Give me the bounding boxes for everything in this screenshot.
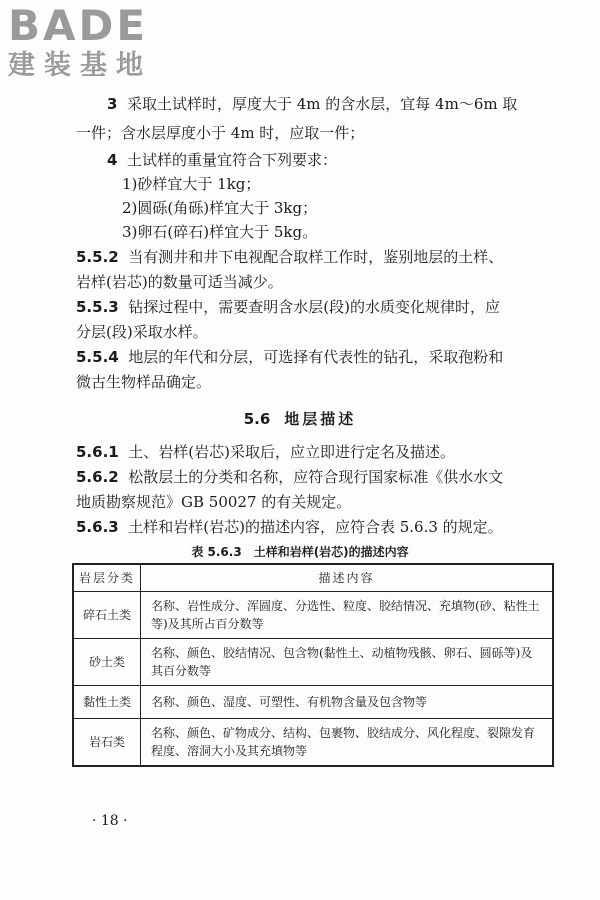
item-4-line [107, 150, 337, 171]
brand-logo [8, 1, 178, 82]
logo-subtitle: 建装基地 [8, 50, 152, 81]
clause-5-6-2-line-1 [76, 467, 503, 488]
table-caption-number: 表 5.6.3 [191, 545, 242, 559]
header-category: 岩层分类 [73, 564, 141, 592]
table-row [73, 592, 553, 639]
clause-5-5-2-line-1 [76, 247, 503, 268]
table-row [73, 719, 553, 767]
clause-5-6-3-line-1 [76, 517, 503, 538]
item-3-line-2: 一件；含水层厚度小于 4m 时，应取一件； [76, 124, 365, 142]
table-caption-title: 土样和岩样(岩芯)的描述内容 [253, 545, 409, 559]
row-description: 名称、颜色、矿物成分、结构、包裹物、胶结成分、风化程度、裂隙发育程度、溶洞大小及其充填物等 [141, 719, 554, 767]
clause-5-5-4-line-2: 微古生物样品确定。 [76, 373, 212, 391]
sub-item-2: 2)圆砾(角砾)样宜大于 3kg； [122, 199, 318, 217]
table-header-row [73, 564, 553, 592]
row-description: 名称、颜色、湿度、可塑性、有机物含量及包含物等 [141, 686, 554, 719]
clause-text: 土样和岩样(岩芯)的描述内容，应符合表 5.6.3 的规定。 [128, 518, 503, 536]
table-row [73, 639, 553, 686]
clause-5-6-2-line-2: 地质勘察规范》GB 50027 的有关规定。 [76, 493, 352, 511]
sub-item-3: 3)卵石(碎石)样宜大于 5kg。 [122, 223, 318, 241]
clause-number: 5.5.4 [76, 348, 119, 366]
section-number: 5.6 [243, 410, 271, 428]
section-title: 地层描述 [284, 410, 357, 428]
item-3-line-1 [107, 94, 517, 115]
logo-brand: BADE [8, 1, 149, 50]
item-text: 土试样的重量宜符合下列要求： [126, 151, 337, 169]
item-number: 3 [107, 95, 118, 113]
item-text: 采取土试样时，厚度大于 4m 的含水层，宜每 4m～6m 取 [126, 95, 518, 113]
section-heading [0, 408, 600, 429]
clause-number: 5.5.2 [76, 248, 119, 266]
clause-5-5-4-line-1 [76, 347, 503, 368]
page-number: · 18 · [92, 813, 128, 829]
description-table [72, 563, 554, 767]
header-description: 描述内容 [141, 564, 554, 592]
clause-5-5-3-line-2: 分层(段)采取水样。 [76, 323, 208, 341]
clause-5-5-2-line-2: 岩样(岩芯)的数量可适当减少。 [76, 273, 283, 291]
clause-number: 5.6.1 [76, 443, 119, 461]
clause-number: 5.6.3 [76, 518, 119, 536]
table-caption [0, 543, 600, 560]
row-category: 黏性土类 [73, 686, 141, 719]
row-description: 名称、岩性成分、浑圆度、分选性、粒度、胶结情况、充填物(砂、粘性土等)及其所占百分数等 [141, 592, 554, 639]
item-number: 4 [107, 151, 118, 169]
row-category: 岩石类 [73, 719, 141, 767]
clause-text: 地层的年代和分层，可选择有代表性的钻孔，采取孢粉和 [128, 348, 504, 366]
clause-5-6-1-line-1 [76, 442, 455, 463]
table-row [73, 686, 553, 719]
clause-text: 土、岩样(岩芯)采取后，应立即进行定名及描述。 [128, 443, 455, 461]
clause-5-5-3-line-1 [76, 297, 500, 318]
clause-number: 5.5.3 [76, 298, 119, 316]
row-category: 砂土类 [73, 639, 141, 686]
clause-text: 钻探过程中，需要查明含水层(段)的水质变化规律时，应 [128, 298, 500, 316]
row-description: 名称、颜色、胶结情况、包含物(黏性土、动植物残骸、卵石、圆砾等)及其百分数等 [141, 639, 554, 686]
row-category: 碎石土类 [73, 592, 141, 639]
clause-text: 松散层土的分类和名称，应符合现行国家标准《供水水文 [128, 468, 504, 486]
sub-item-1: 1)砂样宜大于 1kg； [122, 175, 261, 193]
clause-text: 当有测井和井下电视配合取样工作时，鉴别地层的土样、 [128, 248, 504, 266]
clause-number: 5.6.2 [76, 468, 119, 486]
